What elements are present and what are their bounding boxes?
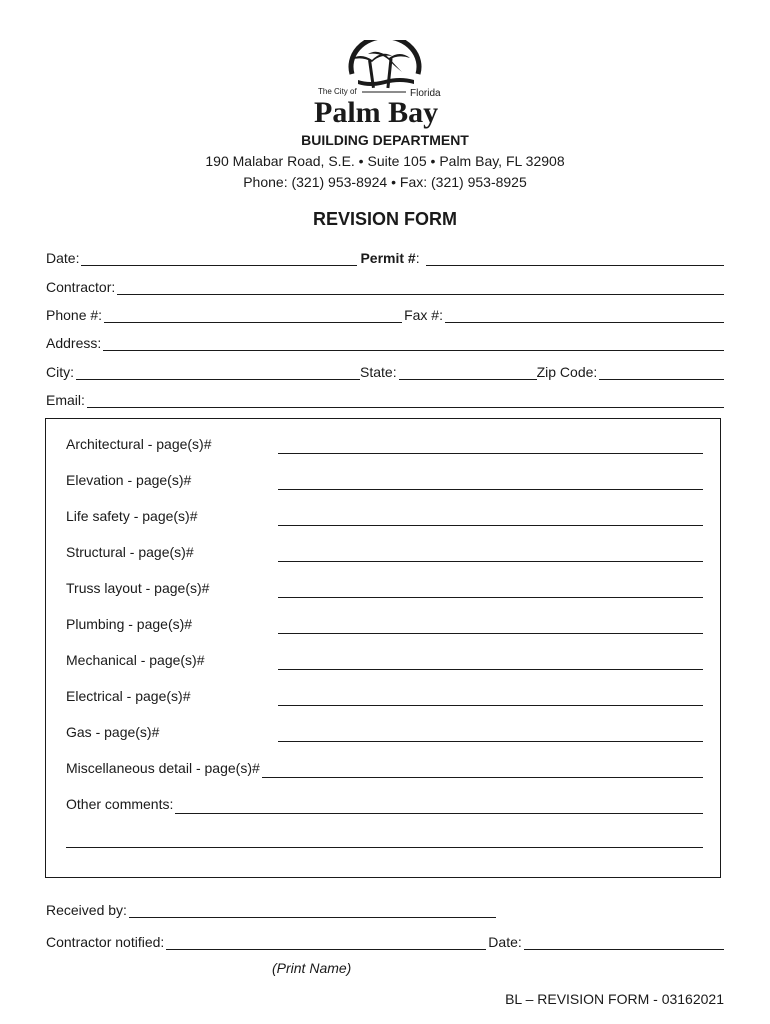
date-field[interactable]	[81, 251, 357, 266]
state-field[interactable]	[399, 365, 537, 380]
page-item-miscellaneous	[66, 758, 703, 778]
contractor-label: Contractor:	[46, 279, 116, 295]
city-logo	[300, 40, 470, 132]
page-item-label: Electrical - page(s)#	[66, 688, 191, 704]
logo-florida: Florida	[410, 88, 441, 99]
address-field[interactable]	[103, 336, 724, 351]
comments-field-line-2[interactable]	[66, 847, 703, 848]
page-item-label: Architectural - page(s)#	[66, 436, 212, 452]
page-item-field[interactable]	[278, 597, 703, 598]
page-item-label: Elevation - page(s)#	[66, 472, 192, 488]
page-item-field[interactable]	[278, 669, 703, 670]
logo-palm-bay: Palm Bay	[314, 96, 439, 129]
page-item-field[interactable]	[278, 741, 703, 742]
phone-fax-row	[46, 303, 724, 323]
email-field[interactable]	[87, 393, 724, 408]
page-item-label: Structural - page(s)#	[66, 544, 194, 560]
page-item-label: Mechanical - page(s)#	[66, 652, 205, 668]
phone-label: Phone #:	[46, 307, 103, 323]
print-name-caption: (Print Name)	[272, 960, 352, 976]
department-address: 190 Malabar Road, S.E. • Suite 105 • Palm Bay, FL 32908	[205, 153, 565, 169]
page-item-field[interactable]	[278, 525, 703, 526]
department-contact: Phone: (321) 953-8924 • Fax: (321) 953-8925	[243, 174, 527, 190]
comments-label: Other comments:	[66, 796, 174, 812]
contractor-row	[46, 275, 724, 295]
page-item-mechanical	[66, 650, 703, 670]
department-name: BUILDING DEPARTMENT	[301, 132, 469, 148]
comments-field[interactable]	[175, 812, 703, 814]
page-item-architectural	[66, 434, 703, 454]
page-item-field[interactable]	[278, 561, 703, 562]
page-item-electrical	[66, 686, 703, 706]
page-item-structural	[66, 542, 703, 562]
page-item-plumbing	[66, 614, 703, 634]
misc-field[interactable]	[262, 776, 703, 778]
palm-tree-icon	[350, 52, 414, 88]
date-permit-row	[46, 246, 724, 266]
email-row	[46, 388, 724, 408]
page-item-field[interactable]	[278, 453, 703, 454]
notified-date-label: Date:	[488, 934, 522, 950]
page-item-field[interactable]	[278, 489, 703, 490]
other-comments-row	[66, 794, 703, 814]
state-label: State:	[360, 364, 397, 380]
date-label: Date:	[46, 250, 80, 266]
page-item-elevation	[66, 470, 703, 490]
received-by-label: Received by:	[46, 902, 127, 918]
page-item-label: Gas - page(s)#	[66, 724, 160, 740]
page-item-truss-layout	[66, 578, 703, 598]
received-by-row	[46, 898, 496, 918]
fax-label: Fax #:	[404, 307, 443, 323]
page-item-label: Truss layout - page(s)#	[66, 580, 210, 596]
page-item-label: Plumbing - page(s)#	[66, 616, 193, 632]
address-label: Address:	[46, 335, 102, 351]
email-label: Email:	[46, 392, 85, 408]
page-item-field[interactable]	[278, 633, 703, 634]
address-row	[46, 331, 724, 351]
contractor-notified-label: Contractor notified:	[46, 934, 165, 950]
phone-field[interactable]	[104, 308, 402, 323]
city-state-zip-row	[46, 360, 724, 380]
city-label: City:	[46, 364, 74, 380]
permit-label: Permit #	[360, 250, 416, 266]
received-by-field[interactable]	[129, 903, 496, 918]
notified-date-field[interactable]	[524, 935, 724, 950]
page-item-field[interactable]	[278, 705, 703, 706]
contractor-notified-field[interactable]	[166, 935, 486, 950]
city-field[interactable]	[76, 365, 360, 380]
zip-field[interactable]	[599, 365, 724, 380]
page-item-gas	[66, 722, 703, 742]
zip-label: Zip Code:	[536, 364, 598, 380]
page-item-life-safety	[66, 506, 703, 526]
form-code: BL – REVISION FORM - 03162021	[505, 991, 724, 1007]
logo-the-city-of: The City of	[318, 87, 357, 96]
fax-field[interactable]	[445, 308, 724, 323]
form-title: REVISION FORM	[312, 209, 457, 229]
contractor-field[interactable]	[117, 280, 724, 295]
misc-label: Miscellaneous detail - page(s)#	[66, 760, 260, 776]
contractor-notified-row	[46, 930, 724, 950]
permit-field[interactable]	[426, 251, 724, 266]
page-item-label: Life safety - page(s)#	[66, 508, 198, 524]
permit-colon: :	[415, 250, 420, 266]
